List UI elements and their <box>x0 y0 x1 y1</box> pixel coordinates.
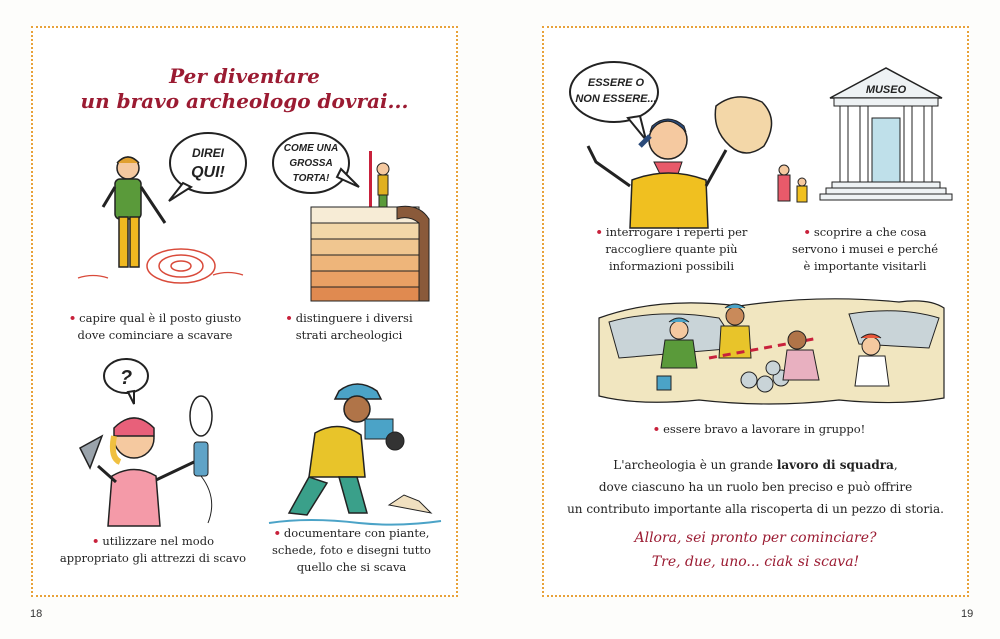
caption-7: • essere bravo a lavorare in gruppo! <box>652 422 866 436</box>
bubble-text: ? <box>119 367 133 389</box>
illustration-photographer <box>269 373 444 528</box>
illustration-museum <box>774 58 959 218</box>
illustration-amphora <box>566 50 781 230</box>
caption-2: • distinguere i diversi strati archeologici <box>285 311 413 342</box>
museum-sign: MUSEO <box>865 84 907 96</box>
illustration-tools <box>68 358 243 528</box>
illustration-team-dig <box>599 288 944 413</box>
bubble-text: QUI! <box>191 164 225 181</box>
closing-text: Allora, sei pronto per cominciare? Tre, due, uno... ciak si scava! <box>634 530 877 570</box>
caption-6: • scoprire a che cosa servono i musei e perché è importante visitarli <box>791 225 939 273</box>
bubble-text: NON ESSERE... <box>575 93 657 105</box>
caption-5: • interrogare i reperti per raccogliere quante più informazioni possibili <box>595 225 748 273</box>
bubble-text: GROSSA <box>289 158 333 169</box>
caption-1: • capire qual è il posto giusto dove cominciare a scavare <box>68 311 242 342</box>
caption-4: • documentare con piante, schede, foto e disegni tutto quello che si scava <box>272 526 431 574</box>
illustration-strata <box>269 123 434 303</box>
illustration-surveyor <box>73 123 253 283</box>
bubble-text: DIREI <box>191 146 225 160</box>
page-number-right: 19 <box>961 608 974 620</box>
bubble-text: COME UNA <box>283 143 339 154</box>
bubble-text: TORTA! <box>292 173 330 184</box>
left-page <box>31 26 458 597</box>
page-title: Per diventare un bravo archeologo dovrai... <box>80 64 409 113</box>
right-page <box>542 26 969 597</box>
paragraph: L'archeologia è un grande lavoro di squadra, dove ciascuno ha un ruolo ben preciso e può offrire un contributo importante alla riscoperta di un pezzo di storia. <box>567 458 944 516</box>
page-number-left: 18 <box>30 608 43 620</box>
caption-3: • utilizzare nel modo appropriato gli attrezzi di scavo <box>59 534 247 565</box>
bubble-text: ESSERE O <box>587 77 645 89</box>
